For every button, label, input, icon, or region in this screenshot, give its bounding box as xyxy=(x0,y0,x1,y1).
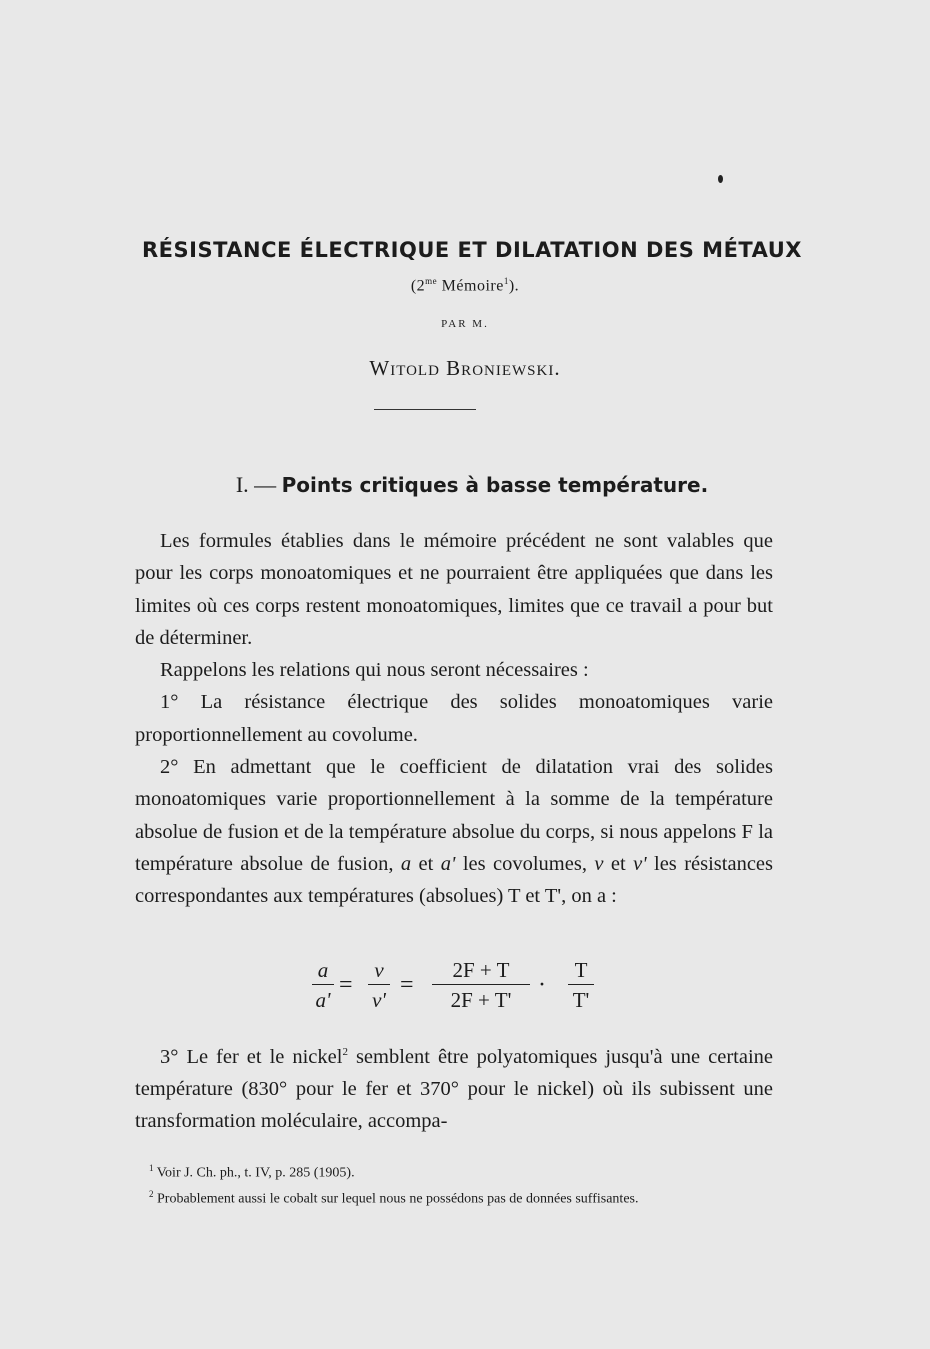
section-number: I. — xyxy=(235,472,277,497)
subtitle-word: Mémoire xyxy=(437,277,504,295)
subtitle-footnote-mark: 1 xyxy=(503,276,509,286)
fraction-bar xyxy=(432,984,530,985)
paragraph-text: et xyxy=(603,852,634,875)
fraction-bar xyxy=(368,984,390,985)
fraction-bar xyxy=(568,984,594,985)
list-number: 3° xyxy=(160,1045,179,1068)
paragraph: Les formules établies dans le mémoire précédent ne sont valables que pour les corps monoatomiques et ne pourraient être appliquées que dans les limites où ces corps restent monoatomiques, limites que ce travail a pour but de déterminer. xyxy=(135,530,773,649)
subtitle-prefix: (2 xyxy=(410,277,426,295)
numerator: 2F + T xyxy=(452,958,510,982)
equals-sign: = xyxy=(339,972,353,998)
symbol-v-prime: v' xyxy=(633,852,647,875)
paragraph-text: les covolumes, xyxy=(455,852,595,875)
body-text-continued xyxy=(135,1036,773,1138)
section-heading xyxy=(14,472,930,498)
denominator: v' xyxy=(372,988,386,1012)
footnote-number: 2 xyxy=(149,1188,154,1199)
numerator: T xyxy=(574,958,588,982)
fraction-t xyxy=(568,958,594,1012)
fraction-a xyxy=(312,958,334,1012)
equation xyxy=(312,958,602,1018)
paragraph xyxy=(135,751,773,912)
paragraph-text: les résistances correspondantes aux températures (absolues) T et T', on a : xyxy=(135,852,773,908)
denominator: a' xyxy=(315,988,331,1012)
byline-par: PAR M. xyxy=(441,318,489,330)
ink-speck xyxy=(718,175,723,183)
denominator: 2F + T' xyxy=(450,988,512,1012)
footnote-text: Voir J. Ch. ph., t. IV, p. 285 (1905). xyxy=(153,1165,355,1181)
equals-sign: = xyxy=(400,972,414,998)
body-text xyxy=(135,525,773,913)
footnote xyxy=(135,1158,773,1184)
numerator: v xyxy=(374,958,384,982)
section-title: Points critiques à basse température. xyxy=(281,473,709,497)
symbol-a: a xyxy=(400,852,412,875)
author-name: Witold Broniewski. xyxy=(369,356,561,380)
denominator: T' xyxy=(572,988,590,1012)
paragraph xyxy=(135,1036,773,1138)
paragraph-text: En admettant que le coefficient de dilatation vrai des solides monoatomiques varie proportionnellement à la somme de la température absolue de fusion et de la température absolue du corps, si nous appelons F la température absolue de fusion, xyxy=(135,756,773,875)
footnote xyxy=(135,1184,773,1210)
symbol-a-prime: a' xyxy=(440,852,456,875)
multiplication-dot: · xyxy=(538,972,546,998)
article-subtitle xyxy=(0,276,930,295)
subtitle-ordinal: me xyxy=(425,276,438,286)
paragraph: Rappelons les relations qui nous seront nécessaires : xyxy=(160,659,589,682)
footnotes xyxy=(135,1158,773,1209)
footnote-number: 1 xyxy=(149,1163,154,1173)
paragraph-text: semblent être polyatomiques jusqu'à une certaine température (830° pour le fer et 370° pour le nickel) où ils subissent une transformation moléculaire, accompa- xyxy=(135,1045,773,1133)
title-divider xyxy=(374,409,476,410)
footnote-text: Probablement aussi le cobalt sur lequel nous ne possédons pas de données suffisantes. xyxy=(153,1191,639,1207)
paragraph-text: Le fer et le nickel xyxy=(178,1045,343,1068)
subtitle-suffix: ). xyxy=(508,277,520,295)
paragraph xyxy=(135,686,773,751)
symbol-v: v xyxy=(594,852,604,875)
paragraph-text: et xyxy=(411,852,441,875)
article-title: RÉSISTANCE ÉLECTRIQUE ET DILATATION DES MÉTAUX xyxy=(142,238,802,262)
list-number: 2° xyxy=(160,756,179,779)
paragraph-text: La résistance électrique des solides monoatomiques varie proportionnellement au covolume. xyxy=(135,691,773,746)
fraction-temperature xyxy=(432,958,530,1012)
list-number: 1° xyxy=(160,691,179,714)
footnote-mark: 2 xyxy=(342,1046,348,1058)
fraction-v xyxy=(368,958,390,1012)
fraction-bar xyxy=(312,984,334,985)
numerator: a xyxy=(317,958,329,982)
